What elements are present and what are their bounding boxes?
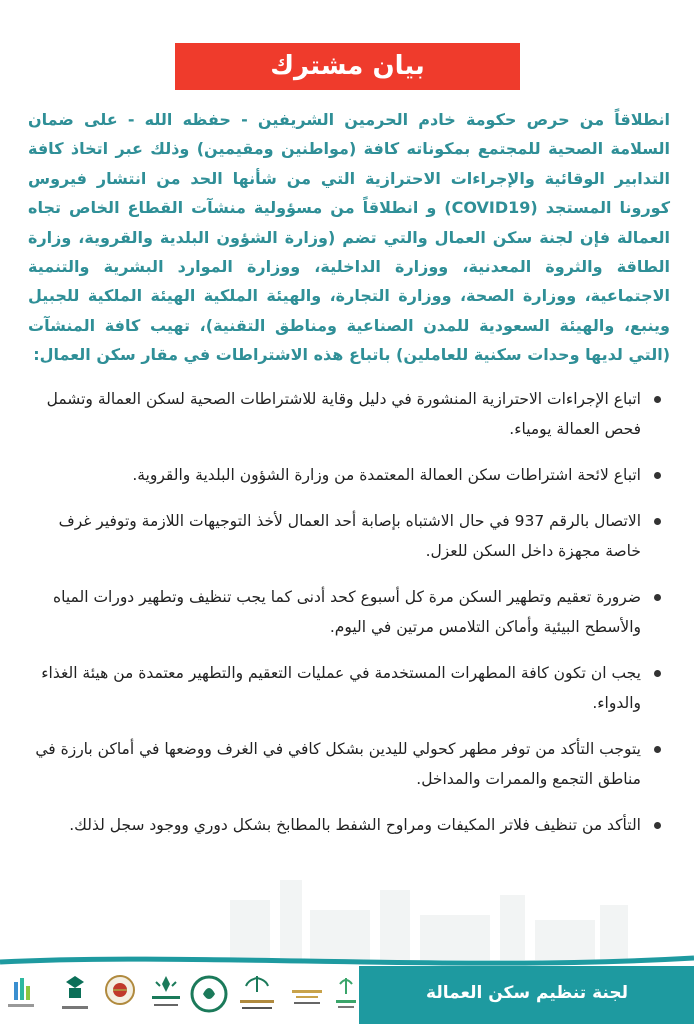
bullet-icon bbox=[654, 594, 661, 601]
rcjy-logo bbox=[101, 972, 139, 1018]
rule-text: الاتصال بالرقم 937 في حال الاشتباه بإصابة أحد العمال لأخذ التوجيهات اللازمة وتوفير غرف خاصة مجهزة داخل السكن للعزل. bbox=[58, 512, 641, 560]
bullet-icon bbox=[654, 472, 661, 479]
rule-text: يتوجب التأكد من توفر مطهر كحولي لليدين بشكل كافي في الغرف ووضعها في أماكن بارزة في مناطق التجمع والممرات والمداخل. bbox=[35, 740, 641, 788]
rule-item bbox=[30, 506, 665, 566]
bullet-icon bbox=[654, 396, 661, 403]
ministry-of-health-logo bbox=[146, 972, 186, 1018]
rules-list bbox=[30, 384, 665, 856]
rule-item bbox=[30, 384, 665, 444]
bullet-icon bbox=[654, 746, 661, 753]
municipal-ministry-logo bbox=[332, 972, 360, 1018]
rule-text: ضرورة تعقيم وتطهير السكن مرة كل أسبوع كحد أدنى كما يجب تنظيف وتطهير دورات المياه والأسطح البيئية وأماكن التلامس مرتين في اليوم. bbox=[53, 588, 641, 636]
bullet-icon bbox=[654, 670, 661, 677]
bullet-icon bbox=[654, 822, 661, 829]
skyline-watermark bbox=[0, 860, 694, 960]
intro-paragraph: انطلاقاً من حرص حكومة خادم الحرمين الشريفين - حفظه الله - على ضمان السلامة الصحية للمجتمع بمكوناته كافة (مواطنين ومقيمين) وذلك عبر اتخاذ كافة التدابير الوقائية والإجراءات الاحترازية التي من شأنها الحد من انتشار فيروس كورونا المستجد (COVID19) و انطلاقاً من مسؤولية منشآت القطاع الخاص تجاه العمالة فإن لجنة سكن العمال والتي تضم (وزارة الشؤون البلدية والقروية، وزارة الطاقة والثروة المعدنية، ووزارة الداخلية، ووزارة الموارد البشرية والتنمية الاجتماعية، ووزارة الصحة، ووزارة التجارة، والهيئة الملكية الهيئة الملكية للجبيل وينبع، والهيئة السعودية للمدن الصناعية ومناطق التقنية)، تهيب كافة المنشآت (التي لديها وحدات سكنية للعاملين) باتباع هذه الاشتراطات في مقار سكن العمال: bbox=[28, 110, 671, 365]
rule-item bbox=[30, 810, 665, 840]
rule-item bbox=[30, 658, 665, 718]
partner-logos bbox=[6, 972, 361, 1018]
rule-text: اتباع الإجراءات الاحترازية المنشورة في دليل وقاية للاشتراطات الصحية لسكن العمالة وتشمل فحص العمالة يومياء. bbox=[46, 390, 641, 438]
commerce-logo bbox=[58, 972, 92, 1018]
committee-name: لجنة تنظيم سكن العمالة bbox=[426, 983, 628, 1003]
page-title: بيان مشترك bbox=[175, 43, 520, 90]
modon-logo bbox=[6, 972, 36, 1018]
ministry-emblem-logo bbox=[234, 972, 280, 1018]
rule-item bbox=[30, 734, 665, 794]
rule-item bbox=[30, 460, 665, 490]
bullet-icon bbox=[654, 518, 661, 525]
rule-text: يجب ان تكون كافة المطهرات المستخدمة في عمليات التعقيم والتطهير معتمدة من هيئة الغذاء والدواء. bbox=[41, 664, 641, 712]
rule-text: اتباع لائحة اشتراطات سكن العمالة المعتمدة من وزارة الشؤون البلدية والقروية. bbox=[132, 466, 641, 484]
rule-text: التأكد من تنظيف فلاتر المكيفات ومراوح الشفط بالمطابخ بشكل دوري ووجود سجل لذلك. bbox=[69, 816, 641, 834]
hrsd-logo bbox=[189, 972, 229, 1018]
energy-ministry-logo bbox=[286, 972, 328, 1018]
rule-item bbox=[30, 582, 665, 642]
